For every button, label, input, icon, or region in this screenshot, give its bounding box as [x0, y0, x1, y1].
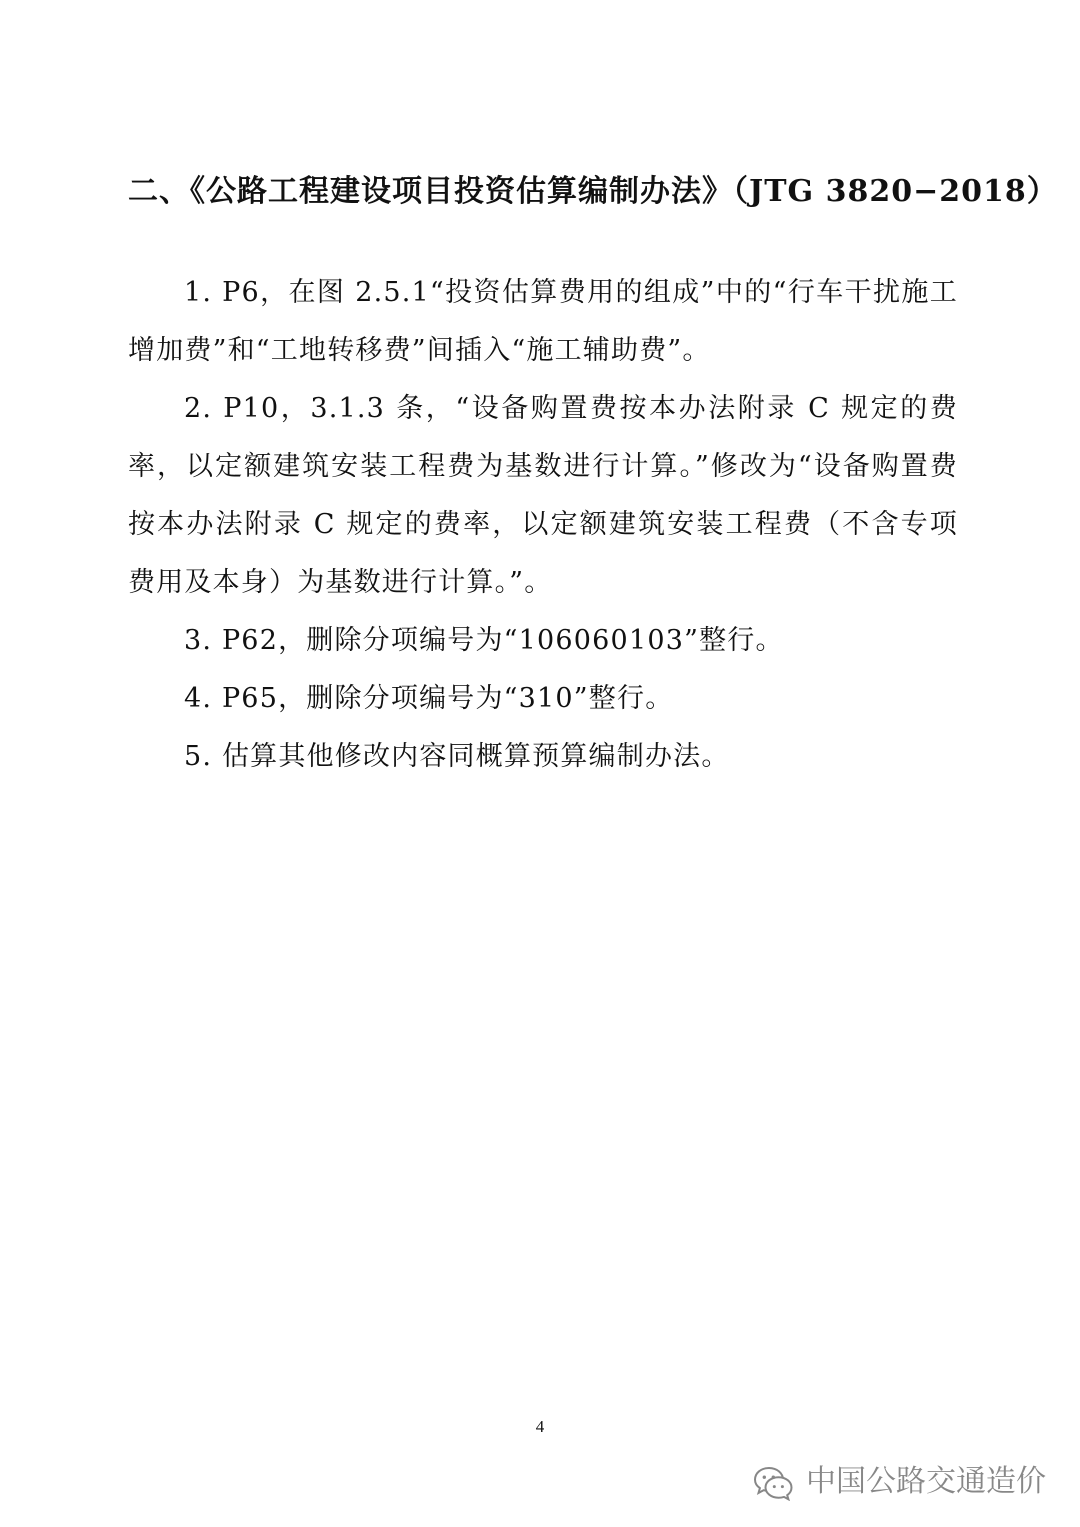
watermark-text: 中国公路交通造价	[806, 1464, 1046, 1499]
revision-list	[128, 264, 958, 786]
wechat-icon	[752, 1463, 796, 1501]
wechat-watermark	[752, 1463, 1046, 1501]
revision-item-4: 4. P65，删除分项编号为“310”整行。	[184, 683, 674, 714]
revision-item-5: 5. 估算其他修改内容同概算预算编制办法。	[184, 741, 730, 772]
page-number: 4	[535, 1417, 545, 1436]
revision-item-3: 3. P62，删除分项编号为“106060103”整行。	[184, 625, 784, 656]
section-heading: 二、《公路工程建设项目投资估算编制办法》（JTG 3820−2018）	[128, 174, 1058, 209]
revision-item-1: 1. P6，在图 2.5.1“投资估算费用的组成”中的“行车干扰施工增加费”和“工地转移费”间插入“施工辅助费”。	[128, 277, 958, 366]
revision-item-2: 2. P10，3.1.3 条，“设备购置费按本办法附录 C 规定的费率，以定额建筑安装工程费为基数进行计算。”修改为“设备购置费按本办法附录 C 规定的费率，以定额建筑安装工程费（不含专项费用及本身）为基数进行计算。”。	[128, 393, 958, 598]
